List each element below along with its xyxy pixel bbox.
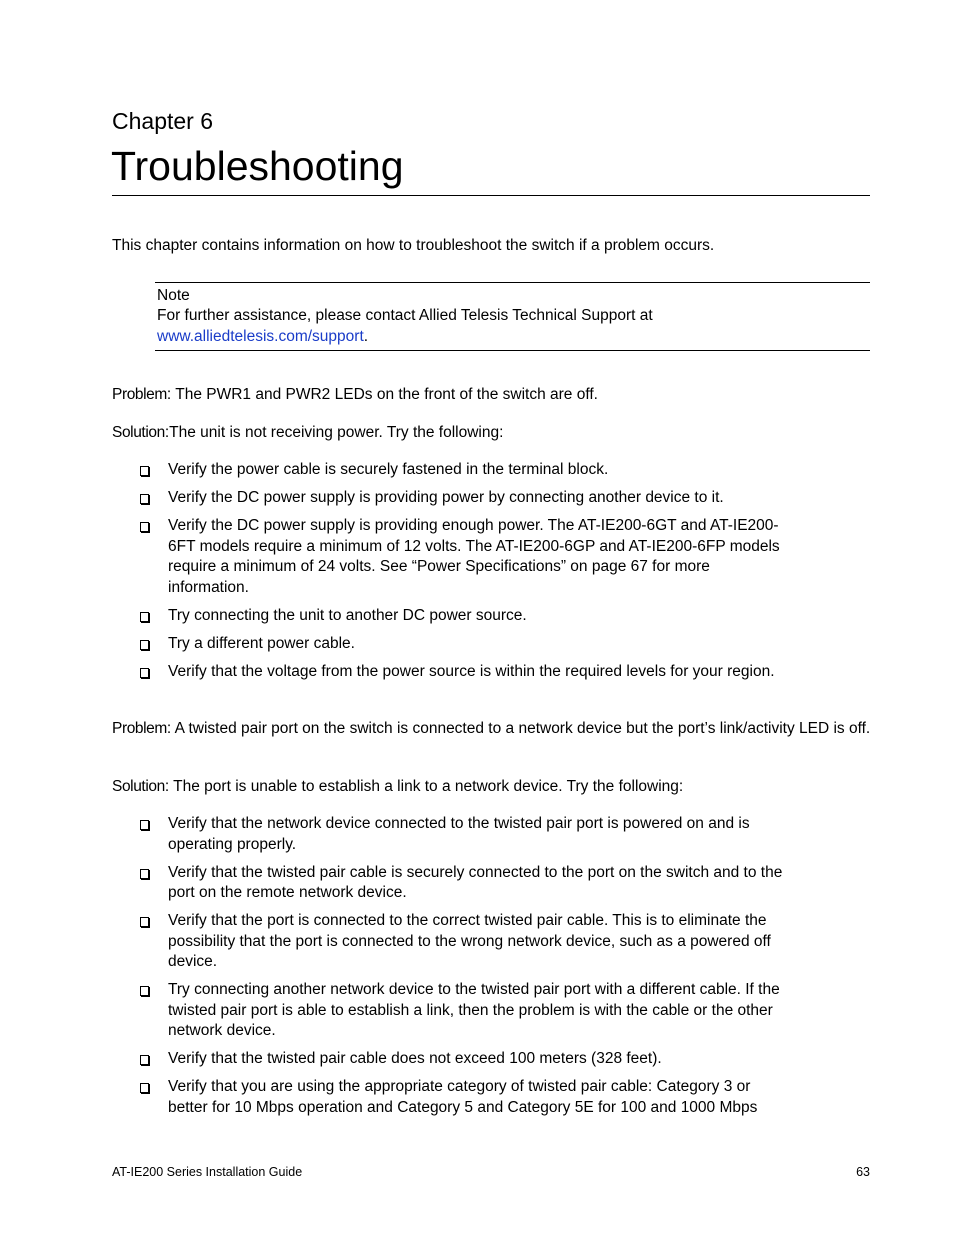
note-text: For further assistance, please contact Allied Telesis Technical Support at bbox=[157, 307, 653, 324]
checkbox-bullet-icon bbox=[140, 522, 149, 532]
solution-label: Solution bbox=[112, 778, 165, 795]
title-divider bbox=[112, 195, 870, 196]
list-item: Verify that the network device connected to the twisted pair port is powered on and is operating properly. bbox=[138, 814, 788, 855]
solution-1 bbox=[112, 423, 872, 444]
list-item: Try connecting another network device to the twisted pair port with a different cable. If the twisted pair port is able to establish a link, then the problem is with the cable or the other network device. bbox=[138, 980, 788, 1042]
note-box bbox=[155, 282, 870, 351]
checkbox-bullet-icon bbox=[140, 1083, 149, 1093]
note-title: Note bbox=[157, 287, 190, 304]
checkbox-bullet-icon bbox=[140, 1055, 149, 1065]
note-body bbox=[157, 306, 847, 347]
checkbox-bullet-icon bbox=[140, 917, 149, 927]
solution-2 bbox=[112, 777, 872, 798]
footer-page-number: 63 bbox=[856, 1165, 870, 1179]
list-item: Verify the power cable is securely fastened in the terminal block. bbox=[138, 460, 788, 481]
checkbox-bullet-icon bbox=[140, 612, 149, 622]
problem-text: : A twisted pair port on the switch is connected to a network device but the port’s link/activity LED is off. bbox=[166, 720, 871, 737]
list-item: Try a different power cable. bbox=[138, 634, 788, 655]
solution-1-list bbox=[138, 460, 788, 690]
list-item: Verify that you are using the appropriate category of twisted pair cable: Category 3 or better for 10 Mbps operation and Category 5 and Category 5E for 100 and 1000 Mbps bbox=[138, 1077, 788, 1118]
intro-paragraph: This chapter contains information on how to troubleshoot the switch if a problem occurs. bbox=[112, 237, 715, 254]
checkbox-bullet-icon bbox=[140, 820, 149, 830]
problem-text: : The PWR1 and PWR2 LEDs on the front of the switch are off. bbox=[166, 386, 598, 403]
solution-label: Solution bbox=[112, 424, 165, 441]
checkbox-bullet-icon bbox=[140, 668, 149, 678]
problem-1 bbox=[112, 385, 872, 406]
solution-text: : The port is unable to establish a link to a network device. Try the following: bbox=[164, 778, 684, 795]
list-item: Verify the DC power supply is providing enough power. The AT-IE200-6GT and AT-IE200-6FT models require a minimum of 12 volts. The AT-IE200-6GP and AT-IE200-6FP models require a minimum of 24 volts. See “Power Specifications” on page 67 for more information. bbox=[138, 516, 788, 598]
checkbox-bullet-icon bbox=[140, 986, 149, 996]
problem-label: Problem bbox=[112, 720, 167, 737]
list-item: Verify that the twisted pair cable is securely connected to the port on the switch and to the port on the remote network device. bbox=[138, 863, 788, 904]
support-link[interactable]: www.alliedtelesis.com/support bbox=[157, 327, 364, 345]
footer-guide-title: AT-IE200 Series Installation Guide bbox=[112, 1165, 303, 1179]
checkbox-bullet-icon bbox=[140, 640, 149, 650]
checkbox-bullet-icon bbox=[140, 466, 149, 476]
list-item: Verify that the twisted pair cable does not exceed 100 meters (328 feet). bbox=[138, 1049, 788, 1070]
chapter-label: Chapter 6 bbox=[112, 108, 214, 134]
list-item: Verify that the port is connected to the correct twisted pair cable. This is to eliminate the possibility that the port is connected to the wrong network device, such as a powered off device. bbox=[138, 911, 788, 973]
solution-2-list bbox=[138, 814, 788, 1126]
list-item: Verify the DC power supply is providing power by connecting another device to it. bbox=[138, 488, 788, 509]
list-item: Try connecting the unit to another DC power source. bbox=[138, 606, 788, 627]
checkbox-bullet-icon bbox=[140, 494, 149, 504]
list-item: Verify that the voltage from the power source is within the required levels for your region. bbox=[138, 662, 788, 683]
problem-2 bbox=[112, 719, 872, 740]
checkbox-bullet-icon bbox=[140, 869, 149, 879]
solution-text: :The unit is not receiving power. Try the following: bbox=[164, 424, 504, 441]
problem-label: Problem bbox=[112, 386, 167, 403]
note-text-end: . bbox=[363, 327, 369, 345]
chapter-title: Troubleshooting bbox=[111, 143, 404, 189]
